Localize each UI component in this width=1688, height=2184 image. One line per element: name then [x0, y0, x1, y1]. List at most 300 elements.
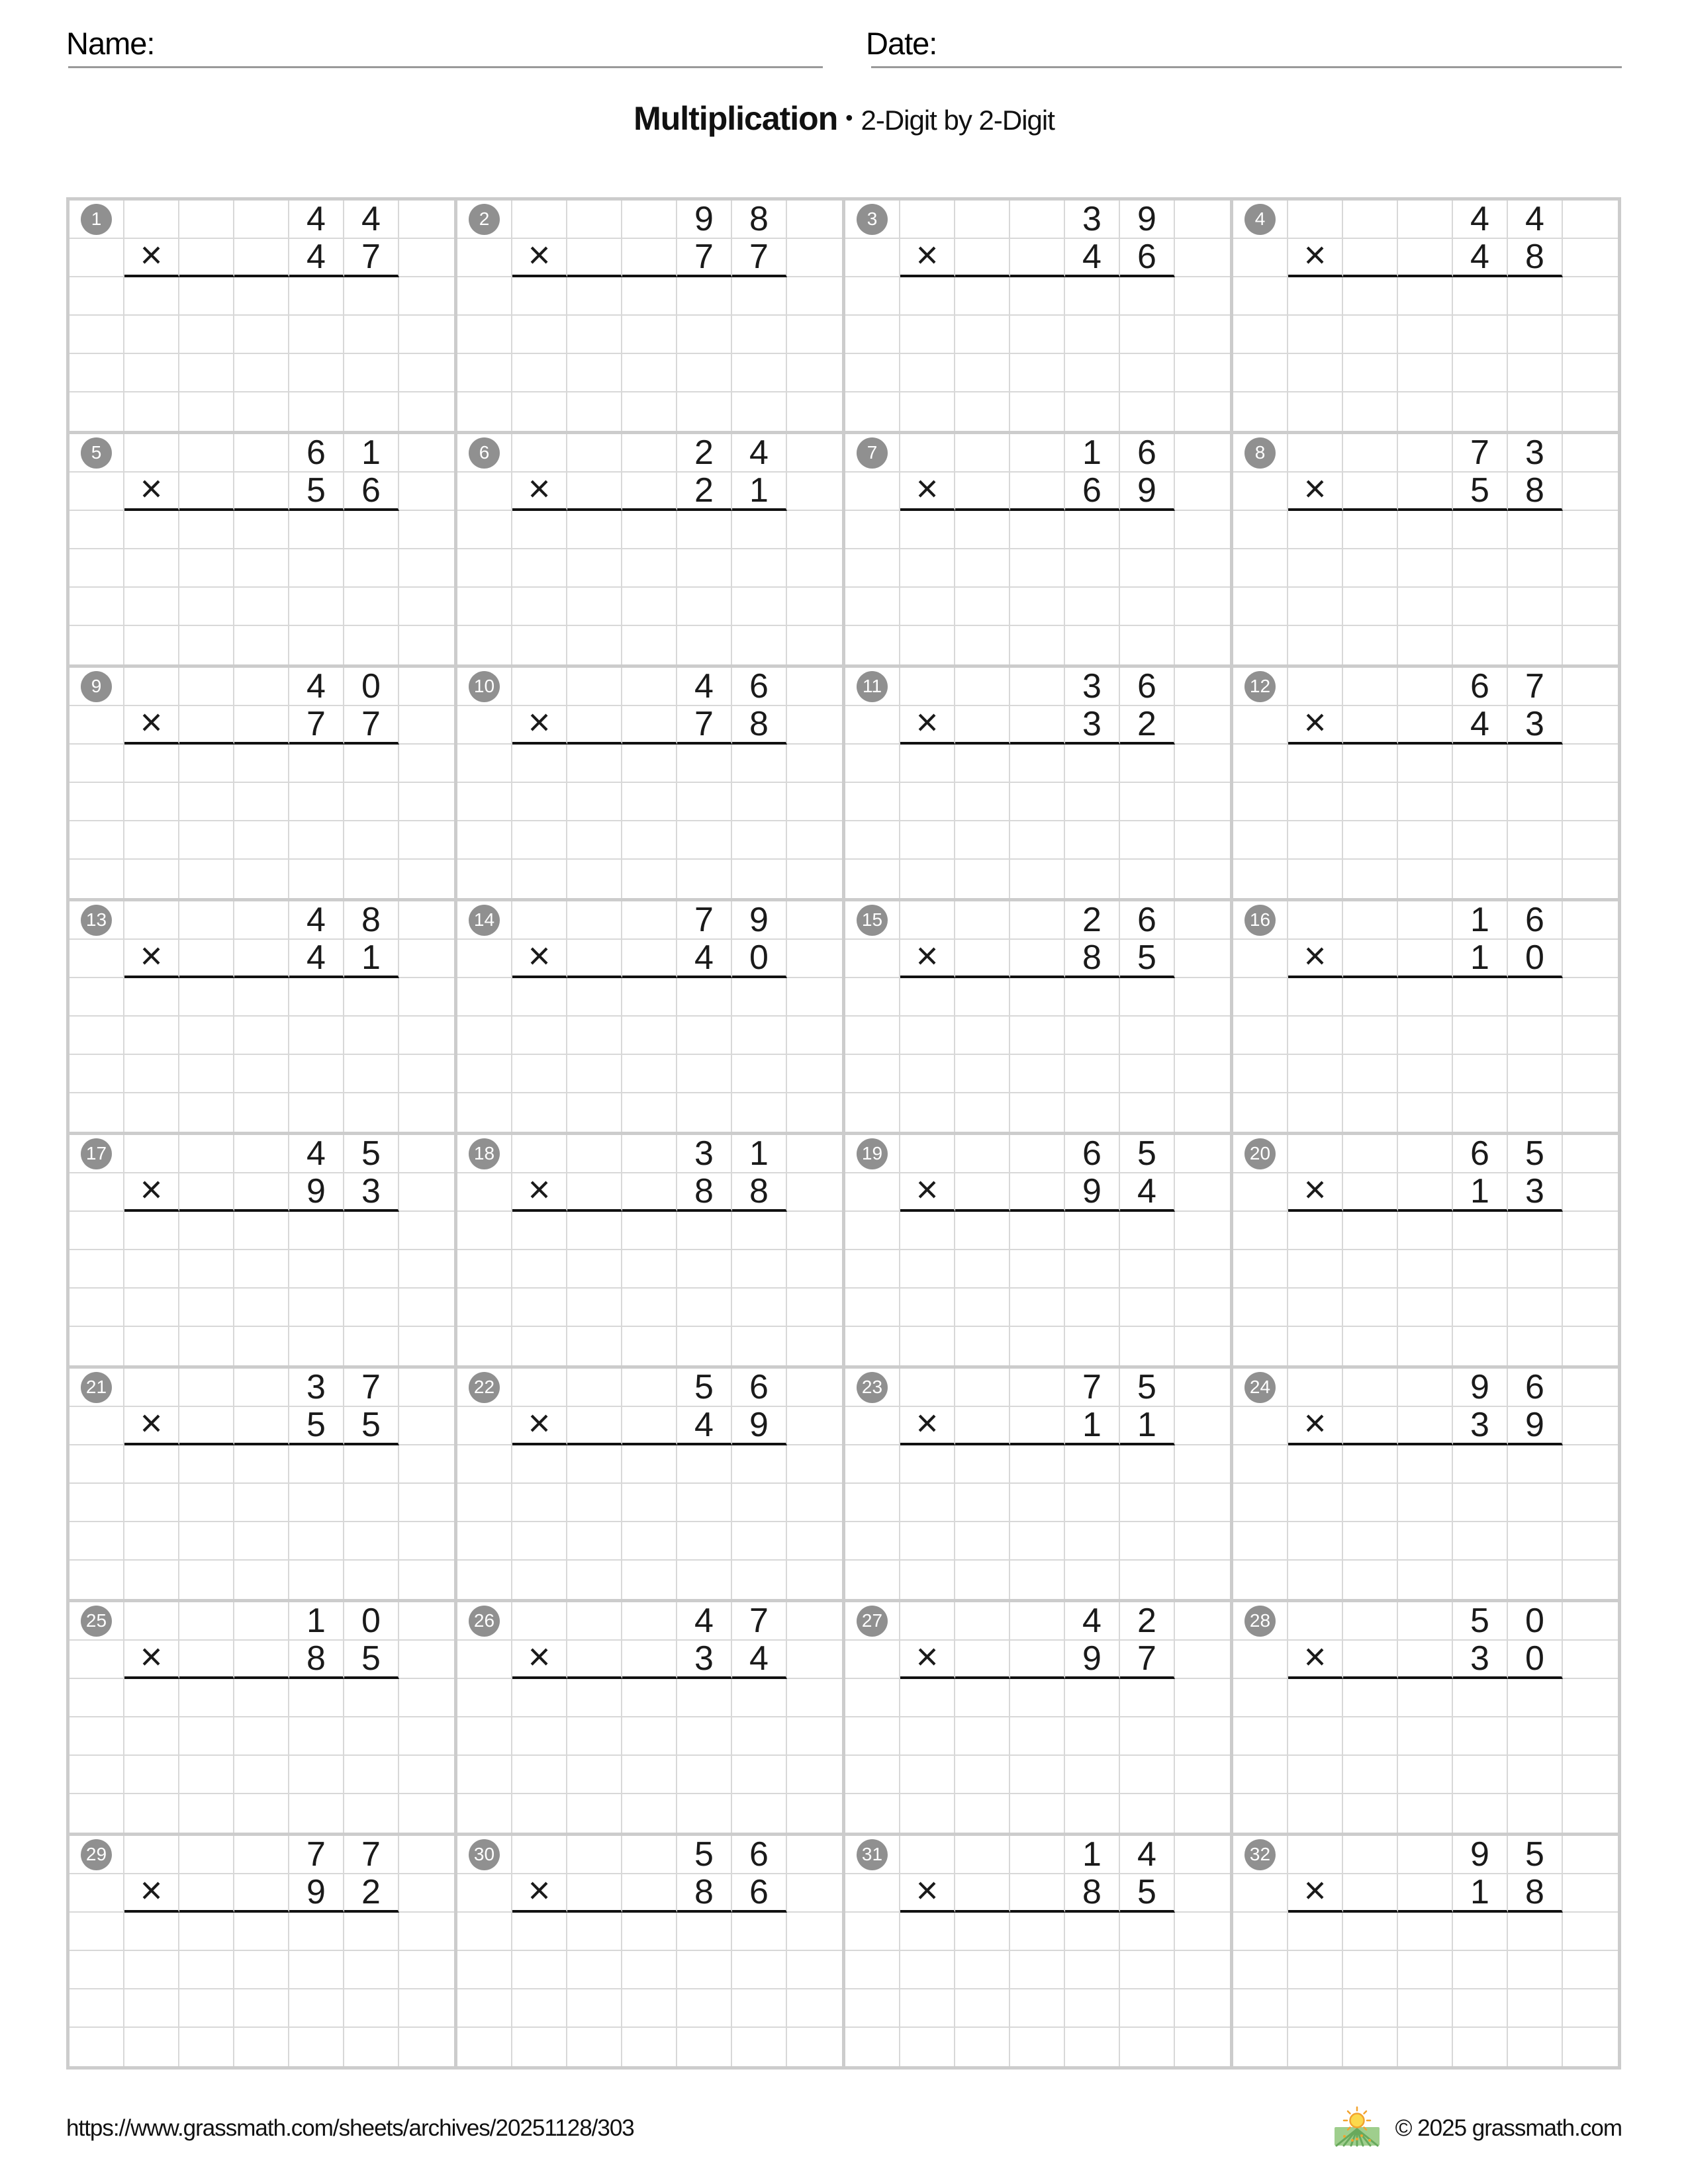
grid-cell — [677, 392, 732, 431]
grid-cell — [1175, 668, 1230, 706]
grid-cell — [1398, 392, 1453, 431]
grid-cell — [787, 1093, 842, 1132]
grid-cell — [70, 434, 124, 473]
grid-cell — [1288, 1250, 1343, 1289]
grid-cell — [787, 1445, 842, 1484]
multiplicand-digit: 6 — [1065, 1135, 1120, 1173]
grid-cell — [457, 940, 512, 978]
grid-cell — [1398, 1522, 1453, 1561]
grid-cell — [399, 1717, 454, 1756]
grid-cell — [1453, 783, 1508, 821]
problem-block — [66, 1836, 454, 2066]
grid-cell — [1398, 1017, 1453, 1055]
grid-cell — [845, 821, 900, 860]
multiply-sign-icon: × — [1288, 1407, 1343, 1445]
grid-cell — [512, 1951, 567, 1989]
answer-line-cell — [1343, 1407, 1398, 1445]
grid-cell — [900, 1522, 955, 1561]
answer-line-cell — [1343, 239, 1398, 277]
multiplicand-digit: 1 — [344, 434, 399, 473]
grid-cell — [1010, 1055, 1065, 1093]
grid-cell — [787, 1874, 842, 1913]
grid-cell — [512, 1989, 567, 2028]
grid-cell — [1010, 549, 1065, 588]
grid-cell — [124, 745, 179, 783]
grid-cell — [787, 626, 842, 664]
problem-block — [1230, 668, 1621, 898]
grid-cell — [344, 1913, 399, 1951]
grid-cell — [787, 706, 842, 745]
grid-cell — [1563, 1874, 1618, 1913]
grid-cell — [1065, 1989, 1120, 2028]
answer-line-cell — [567, 239, 622, 277]
grid-cell — [732, 1289, 787, 1327]
grid-cell — [900, 821, 955, 860]
grid-cell — [1175, 1327, 1230, 1365]
grid-cell — [955, 511, 1010, 549]
problem-block — [66, 1602, 454, 1833]
grid-cell — [179, 1135, 234, 1173]
multiplier-digit: 8 — [289, 1641, 344, 1679]
grid-cell — [1233, 1874, 1288, 1913]
grid-cell — [1120, 1717, 1175, 1756]
grid-cell — [845, 1874, 900, 1913]
multiplier-digit: 0 — [732, 940, 787, 978]
grid-cell — [1563, 783, 1618, 821]
grid-cell — [1010, 1484, 1065, 1522]
grid-cell — [1563, 1602, 1618, 1641]
grid-cell — [1120, 316, 1175, 354]
grid-cell — [1175, 1794, 1230, 1833]
problem-number-badge: 1 — [81, 204, 112, 235]
multiplier-digit: 1 — [732, 473, 787, 511]
grid-cell — [1453, 1445, 1508, 1484]
grid-cell — [70, 1874, 124, 1913]
grid-cell — [1175, 901, 1230, 940]
problem-block — [842, 201, 1230, 431]
grid-cell — [457, 783, 512, 821]
grid-cell — [289, 1055, 344, 1093]
grid-cell — [1175, 1212, 1230, 1250]
grid-cell — [845, 511, 900, 549]
answer-line-cell — [567, 1641, 622, 1679]
grid-cell — [677, 588, 732, 626]
grid-cell — [1288, 1484, 1343, 1522]
grid-cell — [399, 239, 454, 277]
grid-cell — [124, 1093, 179, 1132]
multiplicand-digit: 7 — [344, 1836, 399, 1874]
multiplicand-digit: 3 — [1065, 668, 1120, 706]
multiplicand-digit: 7 — [732, 1602, 787, 1641]
grid-cell — [1288, 277, 1343, 316]
grid-cell — [1120, 745, 1175, 783]
grid-cell — [955, 745, 1010, 783]
grid-cell — [1010, 1017, 1065, 1055]
grid-cell — [399, 1913, 454, 1951]
grid-cell — [787, 473, 842, 511]
problem-block — [454, 668, 842, 898]
answer-line-cell — [1398, 1874, 1453, 1913]
grid-cell — [289, 277, 344, 316]
grid-cell — [845, 434, 900, 473]
multiply-sign-icon: × — [1288, 239, 1343, 277]
grid-cell — [622, 860, 677, 898]
grid-cell — [1343, 511, 1398, 549]
grid-cell — [1343, 978, 1398, 1017]
multiplicand-digit: 6 — [1508, 901, 1563, 940]
grid-cell — [787, 549, 842, 588]
grid-cell — [289, 1989, 344, 2028]
grid-cell — [234, 316, 289, 354]
grid-cell — [70, 1173, 124, 1212]
grid-cell — [1563, 1989, 1618, 2028]
grid-cell — [512, 1327, 567, 1365]
grid-cell — [457, 1641, 512, 1679]
grid-cell — [70, 1679, 124, 1717]
grid-cell — [1010, 901, 1065, 940]
grid-cell — [1453, 588, 1508, 626]
grid-cell — [1288, 1212, 1343, 1250]
grid-cell — [622, 392, 677, 431]
grid-cell — [1233, 1017, 1288, 1055]
grid-cell — [512, 277, 567, 316]
answer-line-cell — [567, 1173, 622, 1212]
grid-cell — [677, 511, 732, 549]
grid-cell — [1398, 1913, 1453, 1951]
grid-cell — [1175, 1173, 1230, 1212]
grid-cell — [1508, 1445, 1563, 1484]
multiply-sign-icon: × — [900, 473, 955, 511]
multiplicand-digit: 6 — [1120, 668, 1175, 706]
grid-cell — [179, 1289, 234, 1327]
grid-cell — [399, 1951, 454, 1989]
grid-cell — [234, 1212, 289, 1250]
grid-cell — [344, 1055, 399, 1093]
grid-cell — [457, 1989, 512, 2028]
grid-cell — [234, 1717, 289, 1756]
grid-cell — [70, 1212, 124, 1250]
grid-cell — [1120, 588, 1175, 626]
grid-cell — [234, 1989, 289, 2028]
grid-cell — [900, 277, 955, 316]
grid-cell — [787, 1989, 842, 2028]
multiplier-digit: 3 — [1065, 706, 1120, 745]
grid-cell — [344, 1093, 399, 1132]
grid-cell — [457, 821, 512, 860]
multiplier-digit: 8 — [1508, 239, 1563, 277]
grid-cell — [567, 668, 622, 706]
grid-cell — [1120, 1327, 1175, 1365]
grid-cell — [457, 1212, 512, 1250]
grid-cell — [1233, 668, 1288, 706]
answer-line-cell — [234, 1407, 289, 1445]
grid-cell — [1065, 821, 1120, 860]
answer-line-cell — [567, 940, 622, 978]
grid-cell — [845, 1250, 900, 1289]
grid-cell — [1563, 1641, 1618, 1679]
grid-cell — [1065, 1212, 1120, 1250]
grid-cell — [399, 783, 454, 821]
grid-cell — [399, 706, 454, 745]
multiplier-digit: 5 — [344, 1407, 399, 1445]
grid-cell — [344, 1717, 399, 1756]
grid-cell — [179, 1989, 234, 2028]
grid-cell — [124, 1522, 179, 1561]
multiplicand-digit: 6 — [1508, 1369, 1563, 1407]
grid-cell — [567, 1989, 622, 2028]
grid-cell — [1175, 1717, 1230, 1756]
grid-cell — [1398, 1602, 1453, 1641]
grid-cell — [1508, 588, 1563, 626]
grid-cell — [1563, 511, 1618, 549]
grid-cell — [1175, 1522, 1230, 1561]
grid-cell — [845, 1641, 900, 1679]
grid-cell — [955, 1093, 1010, 1132]
answer-line-cell — [1010, 473, 1065, 511]
problem-band — [66, 1132, 1621, 1365]
grid-cell — [845, 860, 900, 898]
multiplicand-digit: 6 — [1453, 668, 1508, 706]
answer-line-cell — [955, 1641, 1010, 1679]
grid-cell — [1508, 1484, 1563, 1522]
multiply-sign-icon: × — [900, 239, 955, 277]
grid-cell — [787, 1327, 842, 1365]
grid-cell — [787, 1289, 842, 1327]
grid-cell — [1010, 1679, 1065, 1717]
grid-cell — [900, 392, 955, 431]
grid-cell — [124, 860, 179, 898]
grid-cell — [1343, 1327, 1398, 1365]
grid-cell — [1233, 434, 1288, 473]
grid-cell — [1010, 821, 1065, 860]
grid-cell — [1398, 978, 1453, 1017]
worksheet-grid — [66, 197, 1621, 2070]
grid-cell — [234, 588, 289, 626]
grid-cell — [955, 1717, 1010, 1756]
multiplicand-digit: 6 — [732, 668, 787, 706]
grid-cell — [845, 1289, 900, 1327]
grid-cell — [1563, 1522, 1618, 1561]
grid-cell — [1175, 626, 1230, 664]
multiplicand-digit: 1 — [732, 1135, 787, 1173]
grid-cell — [289, 1484, 344, 1522]
grid-cell — [70, 745, 124, 783]
grid-cell — [955, 277, 1010, 316]
multiply-sign-icon: × — [124, 1173, 179, 1212]
grid-cell — [70, 626, 124, 664]
footer — [66, 2110, 1622, 2147]
multiplicand-digit: 5 — [1508, 1135, 1563, 1173]
grid-cell — [1508, 1989, 1563, 2028]
grid-cell — [70, 392, 124, 431]
grid-cell — [955, 626, 1010, 664]
grid-cell — [567, 1327, 622, 1365]
grid-cell — [457, 1794, 512, 1833]
grid-cell — [1233, 1055, 1288, 1093]
grid-cell — [1343, 1717, 1398, 1756]
grid-cell — [1343, 1017, 1398, 1055]
grid-cell — [457, 1679, 512, 1717]
grid-cell — [955, 588, 1010, 626]
problem-band — [66, 431, 1621, 664]
grid-cell — [1233, 1289, 1288, 1327]
grid-cell — [399, 1794, 454, 1833]
multiplier-digit: 5 — [1120, 940, 1175, 978]
grid-cell — [234, 1602, 289, 1641]
problem-band — [66, 1599, 1621, 1833]
grid-cell — [234, 277, 289, 316]
grid-cell — [234, 392, 289, 431]
grid-cell — [1065, 1055, 1120, 1093]
grid-cell — [1065, 1913, 1120, 1951]
grid-cell — [1508, 783, 1563, 821]
multiplicand-digit: 3 — [1508, 434, 1563, 473]
grid-cell — [1233, 239, 1288, 277]
grid-cell — [845, 1017, 900, 1055]
grid-cell — [845, 1561, 900, 1599]
grid-cell — [1563, 1445, 1618, 1484]
grid-cell — [1508, 354, 1563, 392]
grid-cell — [512, 1445, 567, 1484]
grid-cell — [900, 549, 955, 588]
grid-cell — [70, 1327, 124, 1365]
multiply-sign-icon: × — [124, 473, 179, 511]
grid-cell — [955, 1327, 1010, 1365]
grid-cell — [1175, 1250, 1230, 1289]
problem-block — [454, 1602, 842, 1833]
grid-cell — [567, 783, 622, 821]
grid-cell — [457, 549, 512, 588]
grid-cell — [399, 901, 454, 940]
grid-cell — [1508, 1913, 1563, 1951]
grid-cell — [1398, 277, 1453, 316]
grid-cell — [344, 1250, 399, 1289]
multiplier-digit: 9 — [1065, 1173, 1120, 1212]
grid-cell — [124, 588, 179, 626]
grid-cell — [1065, 277, 1120, 316]
multiplier-digit: 7 — [1120, 1641, 1175, 1679]
grid-cell — [787, 821, 842, 860]
grid-cell — [1508, 1093, 1563, 1132]
grid-cell — [344, 316, 399, 354]
grid-cell — [1233, 978, 1288, 1017]
multiplier-digit: 4 — [677, 940, 732, 978]
grid-cell — [955, 783, 1010, 821]
multiply-sign-icon: × — [900, 940, 955, 978]
grid-cell — [179, 277, 234, 316]
grid-cell — [845, 1989, 900, 2028]
title-main: Multiplication — [633, 100, 838, 137]
grid-cell — [512, 1913, 567, 1951]
multiplier-digit: 9 — [732, 1407, 787, 1445]
grid-cell — [955, 1679, 1010, 1717]
grid-cell — [70, 821, 124, 860]
grid-cell — [677, 1445, 732, 1484]
problem-number-badge: 7 — [857, 437, 888, 469]
multiplicand-digit: 4 — [677, 1602, 732, 1641]
answer-line-cell — [1343, 473, 1398, 511]
grid-cell — [622, 626, 677, 664]
grid-cell — [787, 1055, 842, 1093]
grid-cell — [399, 1602, 454, 1641]
grid-cell — [1398, 783, 1453, 821]
multiplicand-digit: 9 — [677, 201, 732, 239]
grid-cell — [1288, 392, 1343, 431]
multiplicand-digit: 9 — [732, 901, 787, 940]
answer-line-cell — [1343, 1874, 1398, 1913]
grid-cell — [900, 2028, 955, 2066]
grid-cell — [289, 978, 344, 1017]
grid-cell — [124, 1017, 179, 1055]
grid-cell — [1010, 626, 1065, 664]
grid-cell — [955, 1017, 1010, 1055]
grid-cell — [900, 588, 955, 626]
grid-cell — [70, 354, 124, 392]
problem-block — [454, 1836, 842, 2066]
grid-cell — [955, 2028, 1010, 2066]
grid-cell — [1343, 316, 1398, 354]
grid-cell — [289, 821, 344, 860]
grid-cell — [677, 1055, 732, 1093]
grid-cell — [1343, 1951, 1398, 1989]
grid-cell — [1175, 392, 1230, 431]
grid-cell — [1563, 2028, 1618, 2066]
grid-cell — [567, 1522, 622, 1561]
problem-block — [842, 434, 1230, 664]
grid-cell — [1233, 1756, 1288, 1794]
grid-cell — [845, 668, 900, 706]
answer-line-cell — [955, 706, 1010, 745]
answer-line-cell — [1010, 706, 1065, 745]
grid-cell — [344, 588, 399, 626]
grid-cell — [1233, 821, 1288, 860]
grid-cell — [567, 434, 622, 473]
problem-block — [66, 434, 454, 664]
grid-cell — [1398, 1836, 1453, 1874]
grid-cell — [1175, 473, 1230, 511]
grid-cell — [732, 860, 787, 898]
grid-cell — [179, 1445, 234, 1484]
grid-cell — [1563, 1327, 1618, 1365]
grid-cell — [567, 745, 622, 783]
grid-cell — [567, 1093, 622, 1132]
multiplicand-digit: 2 — [1120, 1602, 1175, 1641]
multiplier-digit: 5 — [344, 1641, 399, 1679]
multiply-sign-icon: × — [124, 706, 179, 745]
grid-cell — [622, 978, 677, 1017]
grid-cell — [1120, 1017, 1175, 1055]
grid-cell — [399, 511, 454, 549]
grid-cell — [567, 1756, 622, 1794]
problem-block — [66, 201, 454, 431]
grid-cell — [622, 1913, 677, 1951]
grid-cell — [1233, 1250, 1288, 1289]
multiply-sign-icon: × — [900, 1874, 955, 1913]
multiplicand-digit: 9 — [1120, 201, 1175, 239]
multiplier-digit: 6 — [1065, 473, 1120, 511]
grid-cell — [457, 1602, 512, 1641]
answer-line-cell — [955, 1874, 1010, 1913]
grid-cell — [1453, 392, 1508, 431]
grid-cell — [512, 1212, 567, 1250]
grid-cell — [1398, 1561, 1453, 1599]
grid-cell — [70, 783, 124, 821]
problem-number-badge: 26 — [469, 1606, 500, 1637]
grid-cell — [1065, 316, 1120, 354]
grid-cell — [1563, 354, 1618, 392]
grid-cell — [732, 588, 787, 626]
footer-url: https://www.grassmath.com/sheets/archives/20251128/303 — [66, 2115, 634, 2141]
